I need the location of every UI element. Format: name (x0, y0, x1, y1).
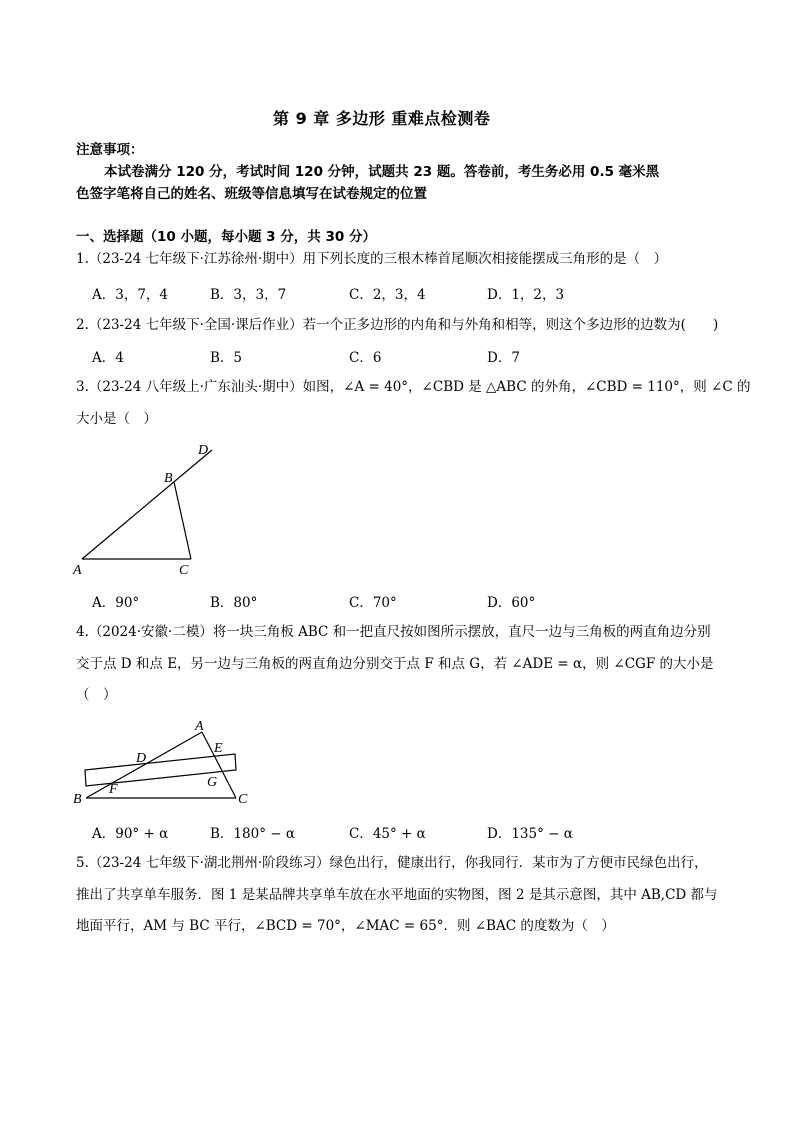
question-2-stem: 2.（23-24 七年级下·全国·课后作业）若一个正多边形的内角和与外角和相等，则这个多边形的边数为( ) (76, 317, 719, 333)
q3-option-b[interactable]: B．80° (210, 595, 258, 611)
label-b: B (164, 471, 173, 486)
q1-option-a[interactable]: A．3，7，4 (92, 287, 169, 303)
question-3-stem-line-1: 3.（23-24 八年级上·广东汕头·期中）如图，∠A = 40°，∠CBD 是 △ABC 的外角，∠CBD = 110°，则 ∠C 的 (76, 379, 751, 395)
line-bc (174, 482, 191, 559)
label-d: D (136, 751, 147, 766)
q1-option-b[interactable]: B．3，3，7 (210, 287, 287, 303)
q3-option-d[interactable]: D．60° (487, 595, 536, 611)
question-4-stem-line-1: 4.（2024·安徽·二模）将一块三角板 ABC 和一把直尺按如图所示摆放，直尺一边与三角板的两直角边分别 (76, 624, 711, 640)
q1-option-c[interactable]: C．2，3，4 (349, 287, 426, 303)
notice-line-1: 本试卷满分 120 分，考试时间 120 分钟，试题共 23 题。答卷前，考生务必用 0.5 毫米黑 (104, 164, 660, 180)
q1-option-d[interactable]: D．1，2，3 (487, 287, 565, 303)
notice-line-2: 色签字笔将自己的姓名、班级等信息填写在试卷规定的位置 (76, 186, 427, 202)
label-a: A (73, 563, 82, 578)
page-title: 第 9 章 多边形 重难点检测卷 (273, 109, 491, 128)
label-c: C (179, 563, 189, 578)
q2-option-d[interactable]: D．7 (487, 350, 520, 366)
q4-option-c[interactable]: C．45° + α (349, 826, 426, 842)
label-b: B (73, 792, 82, 807)
q4-option-a[interactable]: A．90° + α (92, 826, 169, 842)
question-3-stem-line-2: 大小是（ ） (76, 411, 157, 427)
notice-heading: 注意事项： (76, 142, 144, 158)
q2-option-a[interactable]: A．4 (92, 350, 124, 366)
q2-option-c[interactable]: C．6 (349, 350, 382, 366)
triangle-abc-figure (66, 438, 236, 578)
q4-option-b[interactable]: B．180° − α (210, 826, 295, 842)
label-g: G (207, 775, 218, 790)
question-5-stem-line-2: 推出了共享单车服务．图 1 是某品牌共享单车放在水平地面的实物图，图 2 是其示意图，其中 AB,CD 都与 (76, 887, 718, 903)
label-a: A (195, 719, 204, 734)
label-e: E (214, 741, 223, 756)
label-c: C (238, 792, 248, 807)
section-heading: 一、选择题（10 小题，每小题 3 分，共 30 分） (76, 229, 376, 245)
line-ad (82, 450, 212, 559)
question-5-stem-line-1: 5.（23-24 七年级下·湖北荆州·阶段练习）绿色出行，健康出行，你我同行．某市为了方便市民绿色出行， (76, 855, 708, 871)
q4-option-d[interactable]: D．135° − α (487, 826, 573, 842)
question-4-stem-line-2: 交于点 D 和点 E，另一边与三角板的两直角边分别交于点 F 和点 G，若 ∠ADE = α，则 ∠CGF 的大小是 (76, 656, 714, 672)
question-4-stem-line-3: （ ） (76, 687, 117, 703)
question-1-stem: 1.（23-24 七年级下·江苏徐州·期中）用下列长度的三根木棒首尾顺次相接能摆成三角形的是（ ） (76, 251, 668, 267)
q2-option-b[interactable]: B．5 (210, 350, 243, 366)
triangle-ruler-figure (66, 714, 266, 814)
label-f: F (109, 782, 118, 797)
q3-option-c[interactable]: C．70° (349, 595, 397, 611)
question-5-stem-line-3: 地面平行，AM 与 BC 平行，∠BCD = 70°，∠MAC = 65°．则 ∠BAC 的度数为（ ） (76, 918, 615, 934)
q3-option-a[interactable]: A．90° (92, 595, 140, 611)
label-d: D (198, 443, 209, 458)
